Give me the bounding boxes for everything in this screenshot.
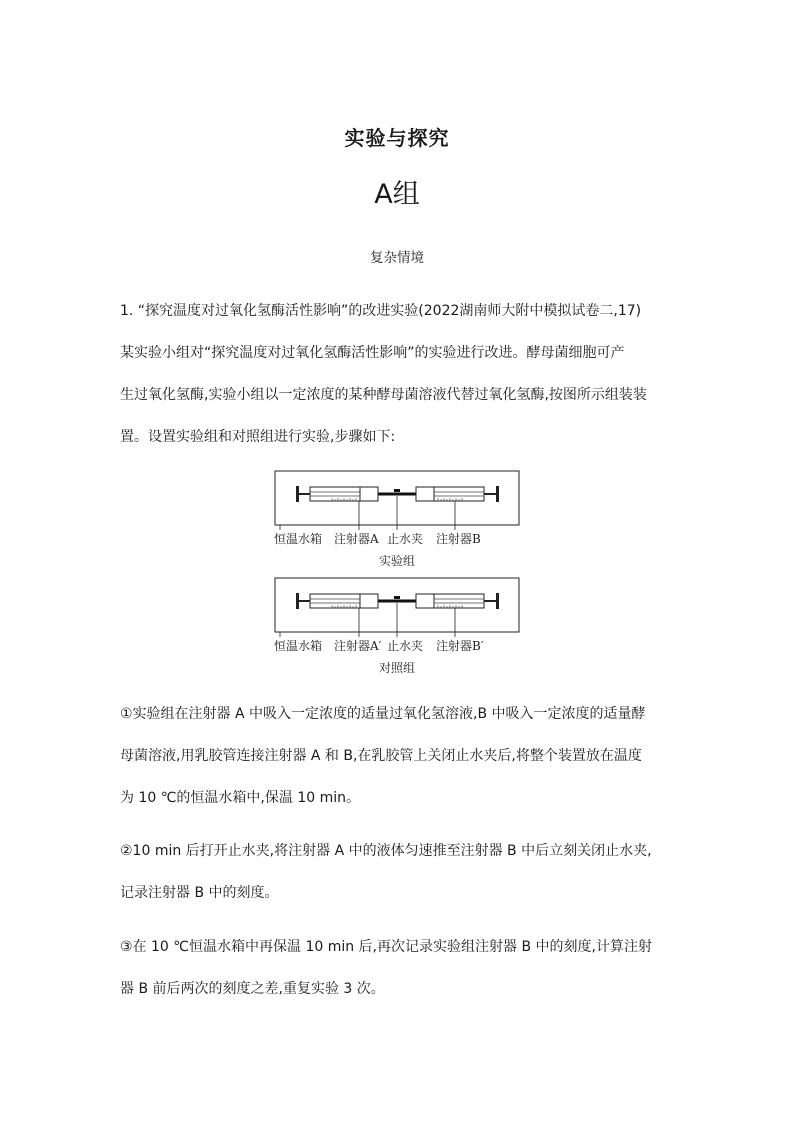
label-syringe-a-prime: 注射器A′ bbox=[334, 639, 382, 653]
question-line: 1. “探究温度对过氧化氢酶活性影响”的改进实验(2022湖南师大附中模拟试卷二,17) bbox=[120, 303, 642, 319]
step-2 bbox=[120, 830, 680, 914]
label-syringe-b-prime: 注射器B′ bbox=[436, 639, 484, 653]
step-line: ③在 10 ℃恒温水箱中再保温 10 min 后,再次记录实验组注射器 B 中的刻度,计算注射 bbox=[120, 939, 652, 955]
caption-control: 对照组 bbox=[378, 661, 416, 675]
step-line: ①实验组在注射器 A 中吸入一定浓度的适量过氧化氢溶液,B 中吸入一定浓度的适量酵 bbox=[120, 706, 646, 722]
plunger-end-left bbox=[296, 486, 299, 502]
caption-experimental: 实验组 bbox=[378, 554, 416, 568]
label-water-tank: 恒温水箱 bbox=[274, 639, 323, 653]
step-1 bbox=[120, 693, 680, 819]
label-clamp: 止水夹 bbox=[387, 639, 424, 653]
step-line: 记录注射器 B 中的刻度。 bbox=[120, 885, 279, 901]
group-heading: A组 bbox=[374, 179, 420, 210]
label-water-tank: 恒温水箱 bbox=[274, 532, 323, 546]
label-syringe-b: 注射器B bbox=[436, 532, 481, 546]
step-line: 母菌溶液,用乳胶管连接注射器 A 和 B,在乳胶管上关闭止水夹后,将整个装置放在温度 bbox=[120, 748, 642, 764]
page-title: 实验与探究 bbox=[344, 126, 450, 150]
control-group-diagram bbox=[274, 578, 519, 675]
label-clamp: 止水夹 bbox=[387, 532, 424, 546]
step-line: ②10 min 后打开止水夹,将注射器 A 中的液体匀速推至注射器 B 中后立刻关闭止水夹, bbox=[120, 843, 652, 859]
syringe-apparatus-figure bbox=[270, 468, 524, 680]
step-line: 器 B 前后两次的刻度之差,重复实验 3 次。 bbox=[120, 981, 385, 997]
clamp-symbol bbox=[394, 489, 400, 492]
experimental-group-diagram bbox=[274, 471, 519, 568]
step-3 bbox=[120, 926, 680, 1010]
plunger-end-right bbox=[496, 486, 499, 502]
label-syringe-a: 注射器A bbox=[334, 532, 379, 546]
question-line: 生过氧化氢酶,实验小组以一定浓度的某种酵母菌溶液代替过氧化氢酶,按图所示组装装 bbox=[120, 387, 647, 403]
question-line: 置。设置实验组和对照组进行实验,步骤如下: bbox=[120, 429, 396, 445]
step-line: 为 10 ℃的恒温水箱中,保温 10 min。 bbox=[120, 790, 361, 806]
section-heading: 复杂情境 bbox=[370, 250, 424, 266]
question-text bbox=[120, 290, 680, 458]
question-line: 某实验小组对“探究温度对过氧化氢酶活性影响”的实验进行改进。酵母菌细胞可产 bbox=[120, 345, 625, 361]
